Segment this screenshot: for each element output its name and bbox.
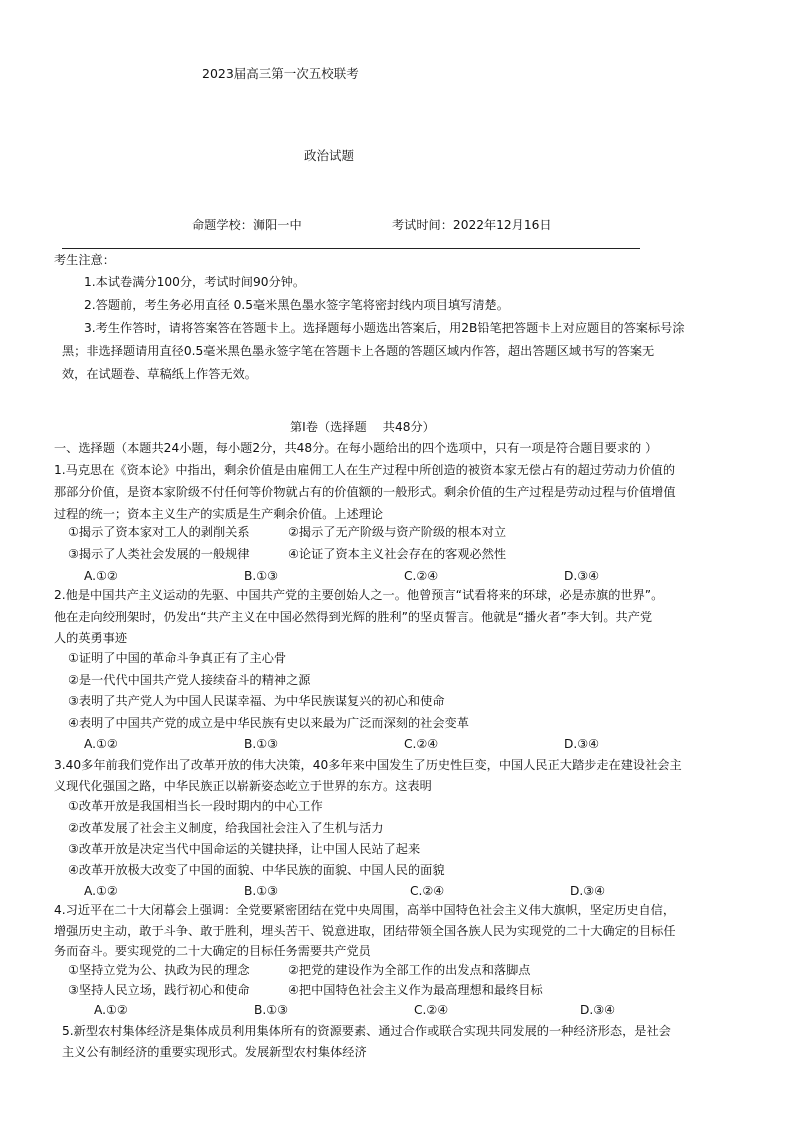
setter-school: 命题学校：浉阳一中: [192, 218, 302, 232]
q1-statement-1: ①揭示了资本家对工人的剥削关系: [68, 525, 250, 539]
q2-statement-3: ③表明了共产党人为中国人民谋幸福、为中华民族谋复兴的初心和使命: [68, 694, 445, 708]
q1-statement-3: ③揭示了人类社会发展的一般规律: [68, 547, 250, 561]
q2-stem-line-3: 人的英勇事迹: [54, 631, 128, 645]
q4-option-b: B.①③: [254, 1003, 289, 1017]
q1-statement-2: ②揭示了无产阶级与资产阶级的根本对立: [288, 525, 507, 539]
q4-stem-line-3: 务而奋斗。要实现党的二十大确定的目标任务需要共产党员: [54, 944, 371, 958]
q2-option-a: A.①②: [84, 737, 118, 751]
q4-option-c: C.②④: [414, 1003, 449, 1017]
q2-option-c: C.②④: [404, 737, 439, 751]
q2-stem-line-2: 他在走向绞刑架时，仍发出“共产主义在中国必然得到光辉的胜利”的坚贞誓言。他就是“播火者”李大钊。共产党: [54, 610, 653, 624]
q2-option-d: D.③④: [564, 737, 600, 751]
q3-stem-line-2: 义现代化强国之路，中华民族正以崭新姿态屹立于世界的东方。这表明: [54, 779, 432, 793]
q1-stem-line-2: 那部分价值，是资本家阶级不付任何等价物就占有的价值额的一般形式。剩余价值的生产过程是劳动过程与价值增值: [54, 485, 676, 499]
notice-item-1: 1.本试卷满分100分，考试时间90分钟。: [84, 275, 306, 289]
q2-statement-1: ①证明了中国的革命斗争真正有了主心骨: [68, 651, 287, 665]
notice-item-3-line-2: 黑；非选择题请用直径0.5毫米黑色墨永签字笔在答题卡上各题的答题区域内作答，超出答题区域书写的答案无: [62, 344, 655, 358]
q3-stem-line-1: 3.40多年前我们党作出了改革开放的伟大决策，40多年来中国发生了历史性巨变，中国人民正大踏步走在建设社会主: [54, 758, 682, 772]
q4-stem-line-2: 增强历史主动，敢于斗争、敢于胜利，埋头苦干、锐意进取，团结带领全国各族人民为实现党的二十大确定的目标任: [54, 924, 676, 938]
header-divider: [62, 248, 640, 249]
q3-statement-1: ①改革开放是我国相当长一段时期内的中心工作: [68, 799, 323, 813]
q4-option-a: A.①②: [94, 1003, 128, 1017]
q3-option-c: C.②④: [410, 884, 445, 898]
section-instruction: 一、选择题（本题共24小题，每小题2分，共48分。在每小题给出的四个选项中，只有一项是符合题目要求的 ）: [54, 441, 658, 455]
q1-option-c: C.②④: [404, 569, 439, 583]
notice-heading: 考生注意：: [54, 253, 115, 267]
q1-option-a: A.①②: [84, 569, 118, 583]
q4-stem-line-1: 4.习近平在二十大闭幕会上强调：全党要紧密团结在党中央周围，高举中国特色社会主义伟大旗帜，坚定历史自信，: [54, 903, 676, 917]
q3-statement-3: ③改革开放是决定当代中国命运的关键抉择，让中国人民站了起来: [68, 842, 421, 856]
q4-statement-2: ②把党的建设作为全部工作的出发点和落脚点: [288, 963, 531, 977]
section-title: 第Ⅰ卷（选择题 共48分）: [290, 420, 435, 434]
q3-option-b: B.①③: [244, 884, 279, 898]
q3-option-d: D.③④: [570, 884, 606, 898]
notice-item-2: 2.答题前，考生务必用直径 0.5毫米黑色墨水签字笔将密封线内项目填写清楚。: [84, 298, 509, 312]
exam-title: 2023届高三第一次五校联考: [202, 66, 359, 81]
q1-statement-4: ④论证了资本主义社会存在的客观必然性: [288, 547, 507, 561]
q2-statement-2: ②是一代代中国共产党人接续奋斗的精神之源: [68, 673, 311, 687]
q2-option-b: B.①③: [244, 737, 279, 751]
notice-item-3-line-3: 效，在试题卷、草稿纸上作答无效。: [62, 367, 257, 381]
subject-title: 政治试题: [304, 148, 355, 163]
q2-statement-4: ④表明了中国共产党的成立是中华民族有史以来最为广泛而深刻的社会变革: [68, 716, 469, 730]
q3-option-a: A.①②: [84, 884, 118, 898]
q4-option-d: D.③④: [580, 1003, 616, 1017]
q5-stem-line-2: 主义公有制经济的重要实现形式。发展新型农村集体经济: [62, 1045, 367, 1059]
q4-statement-4: ④把中国特色社会主义作为最高理想和最终目标: [288, 983, 543, 997]
q1-option-d: D.③④: [564, 569, 600, 583]
q4-statement-3: ③坚持人民立场，践行初心和使命: [68, 983, 250, 997]
notice-item-3-line-1: 3.考生作答时，请将答案答在答题卡上。选择题每小题选出答案后，用2B铅笔把答题卡上对应题目的答案标号涂: [84, 321, 685, 335]
exam-time: 考试时间：2022年12月16日: [392, 218, 552, 232]
q3-statement-2: ②改革发展了社会主义制度，给我国社会注入了生机与活力: [68, 821, 384, 835]
q1-option-b: B.①③: [244, 569, 279, 583]
q1-stem-line-3: 过程的统一；资本主义生产的实质是生产剩余价值。上述理论: [54, 507, 384, 521]
q4-statement-1: ①坚持立党为公、执政为民的理念: [68, 963, 250, 977]
q5-stem-line-1: 5.新型农村集体经济是集体成员利用集体所有的资源要素、通过合作或联合实现共同发展的一种经济形态，是社会: [62, 1024, 671, 1038]
q2-stem-line-1: 2.他是中国共产主义运动的先驱、中国共产党的主要创始人之一。他曾预言“试看将来的环球，必是赤旗的世界”。: [54, 588, 664, 602]
q1-stem-line-1: 1.马克思在《资本论》中指出，剩余价值是由雇佣工人在生产过程中所创造的被资本家无偿占有的超过劳动力价值的: [54, 463, 676, 477]
q3-statement-4: ④改革开放极大改变了中国的面貌、中华民族的面貌、中国人民的面貌: [68, 863, 445, 877]
